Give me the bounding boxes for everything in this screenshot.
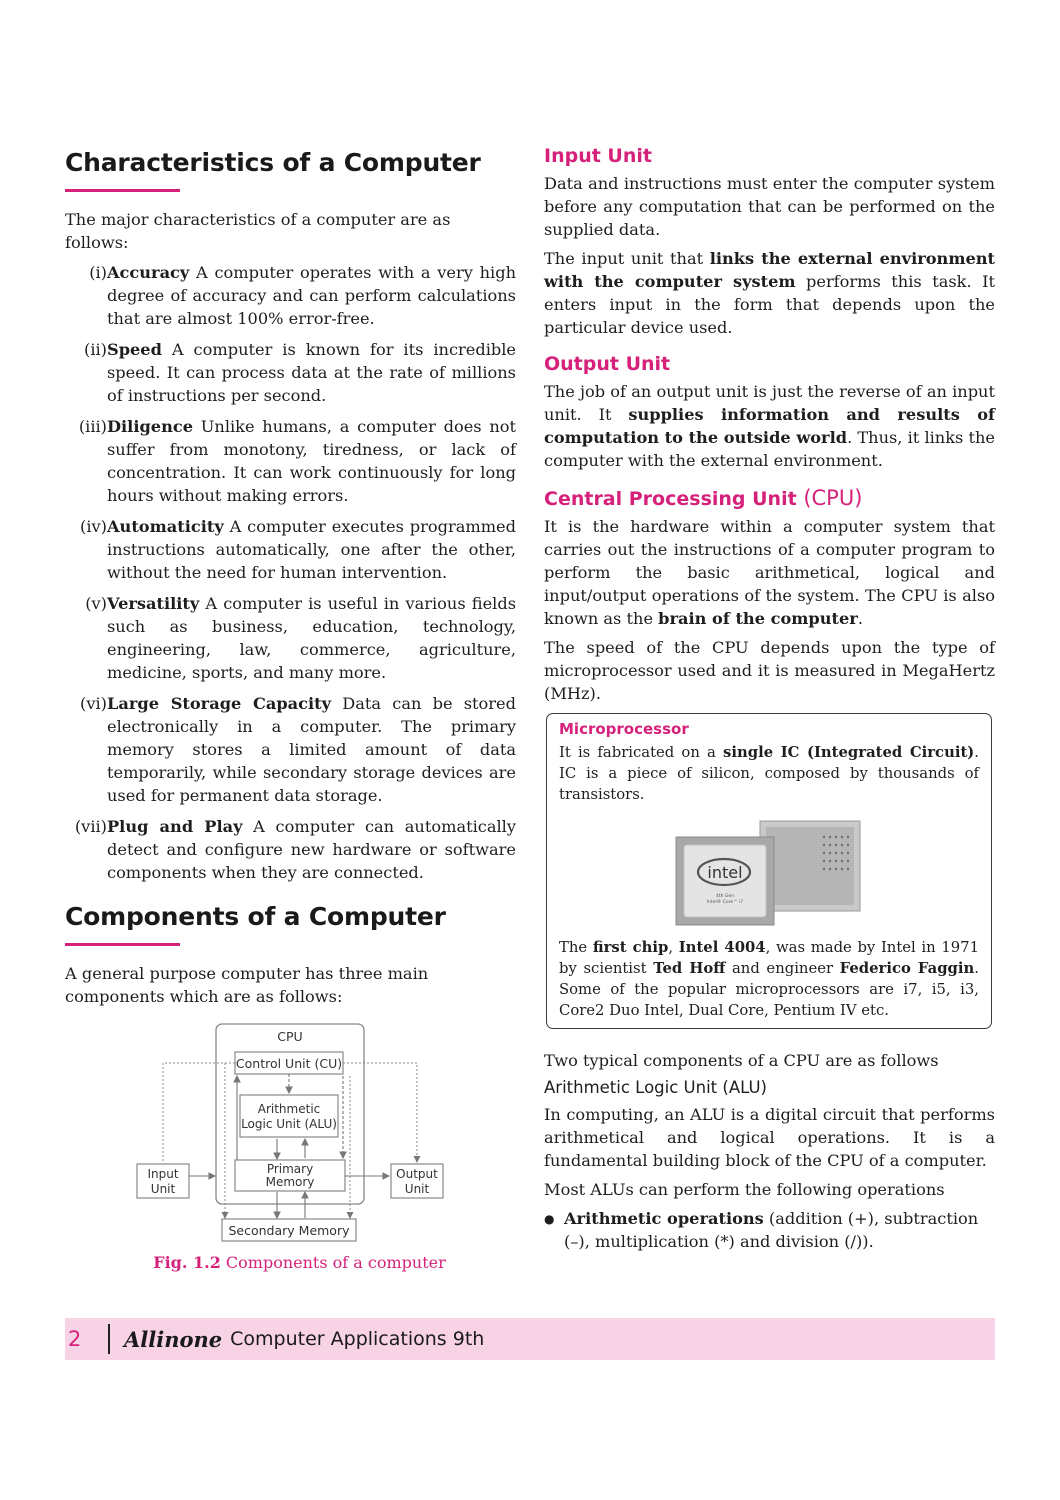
figure-caption xyxy=(65,1253,516,1272)
components-diagram-svg xyxy=(65,1022,516,1247)
item-term: Accuracy xyxy=(107,263,190,282)
alu-label-2: Logic Unit (ALU) xyxy=(241,1117,337,1131)
alu-p2: Most ALUs can perform the following operations xyxy=(544,1180,945,1199)
list-number: (i) xyxy=(89,263,107,282)
input-unit-p2 xyxy=(544,247,995,339)
bold-run: single IC (Integrated Circuit) xyxy=(723,744,975,761)
text-run: . IC is a piece of silicon, composed by thousands of transistors. xyxy=(559,744,979,803)
list-item xyxy=(65,515,516,584)
right-column xyxy=(544,145,995,1253)
characteristics-intro: The major characteristics of a computer are as follows: xyxy=(65,210,451,252)
text-run: The xyxy=(559,939,593,956)
output-unit-section xyxy=(544,353,995,472)
cpu-p2: The speed of the CPU depends upon the type of microprocessor used and it is measured in MegaHertz (MHz). xyxy=(544,638,995,703)
item-text: A computer is known for its incredible speed. It can process data at the rate of millions of instructions per second. xyxy=(107,340,516,405)
primary-memory-label-2: Memory xyxy=(265,1175,315,1189)
bold-run: brain of the computer xyxy=(658,609,858,628)
item-text: A computer is useful in various fields such as business, education, technology, engineering, law, commerce, agriculture, medicine, sports, and many more. xyxy=(107,594,516,682)
chip-sub-2: Intel® Core™ i7 xyxy=(706,900,744,905)
cpu-section xyxy=(544,486,995,705)
cpu-heading-paren: (CPU) xyxy=(803,486,863,510)
left-column xyxy=(65,140,516,1272)
text-run: . Thus, it links the computer with the external environment. xyxy=(544,428,995,470)
list-item xyxy=(544,1207,995,1253)
footer-divider xyxy=(108,1324,110,1354)
components-diagram xyxy=(65,1022,516,1272)
text-run: . xyxy=(857,609,863,628)
text-run: , xyxy=(668,939,679,956)
chip-brand: intel xyxy=(707,863,743,882)
figure-text: Components of a computer xyxy=(225,1253,446,1272)
bold-run: supplies information and results of computation to the outside world xyxy=(544,405,995,447)
item-term: Diligence xyxy=(107,417,194,436)
item-text: A computer operates with a very high degree of accuracy and can perform calculations that are almost 100% error-free. xyxy=(107,263,516,328)
item-term: Large Storage Capacity xyxy=(107,694,332,713)
heading-underline xyxy=(65,943,180,946)
input-unit-label-2: Unit xyxy=(150,1182,176,1196)
list-number: (vi) xyxy=(80,694,107,713)
book-title: Computer Applications 9th xyxy=(230,1328,485,1350)
bold-run: Arithmetic operations xyxy=(564,1209,764,1228)
cpu-components-section xyxy=(544,1049,995,1253)
bold-run: Ted Hoff xyxy=(653,960,726,977)
characteristics-list xyxy=(65,261,516,884)
input-unit-section xyxy=(544,145,995,339)
cpu-label: CPU xyxy=(277,1029,303,1044)
heading-underline xyxy=(65,189,180,192)
list-number: (vii) xyxy=(74,817,107,836)
list-number: (ii) xyxy=(84,340,107,359)
bullet-icon: ● xyxy=(544,1212,555,1226)
alu-p1: In computing, an ALU is a digital circuit that performs arithmetical and logical operations. It is a fundamental building block of the CPU of a computer. xyxy=(544,1105,995,1170)
item-text: Data can be stored electronically in a computer. The primary memory stores a limited amount of data temporarily, while secondary storage devices are used for permanent data storage. xyxy=(107,694,516,805)
item-text: A computer executes programmed instructions automatically, one after the other, without the need for human intervention. xyxy=(107,517,516,582)
list-item xyxy=(65,692,516,807)
bold-run: links the external environment with the computer system xyxy=(544,249,996,291)
primary-memory-label-1: Primary xyxy=(266,1162,314,1176)
output-unit-label-1: Output xyxy=(396,1167,438,1181)
output-unit-p xyxy=(544,380,995,472)
item-term: Versatility xyxy=(107,594,200,613)
input-unit-p1: Data and instructions must enter the computer system before any computation that can be performed on the supplied data. xyxy=(544,174,995,239)
chip-sub-1: 4th Gen xyxy=(715,894,735,899)
bold-run: Federico Faggin xyxy=(839,960,975,977)
text-run: and engineer xyxy=(725,960,840,977)
output-unit-label-2: Unit xyxy=(404,1182,430,1196)
list-item xyxy=(65,415,516,507)
list-item xyxy=(65,338,516,407)
components-heading: Components of a Computer xyxy=(65,902,446,931)
text-run: The input unit that xyxy=(544,249,710,268)
list-number: (iii) xyxy=(78,417,107,436)
input-unit-heading: Input Unit xyxy=(544,145,652,167)
microprocessor-title: Microprocessor xyxy=(559,720,689,738)
components-intro: A general purpose computer has three main components which are as follows: xyxy=(65,964,429,1006)
characteristics-heading: Characteristics of a Computer xyxy=(65,148,481,177)
microprocessor-p2 xyxy=(559,937,979,1021)
page-number: 2 xyxy=(68,1327,82,1351)
list-item xyxy=(65,261,516,330)
list-number: (v) xyxy=(85,594,107,613)
figure-label: Fig. 1.2 xyxy=(153,1253,221,1272)
item-term: Speed xyxy=(107,340,162,359)
text-run: It is the hardware within a computer system that carries out the instructions of a computer program to perform the basic arithmetical, logical and input/output operations of the system. The CPU is also known as the xyxy=(544,517,995,628)
input-unit-label-1: Input xyxy=(147,1167,179,1181)
microprocessor-box xyxy=(546,713,992,1029)
cpu-heading-text: Central Processing Unit xyxy=(544,488,797,510)
chip-icon xyxy=(674,817,864,927)
bold-run: first chip xyxy=(592,939,669,956)
list-item xyxy=(65,815,516,884)
diagram-control-lines xyxy=(163,1063,417,1218)
cpu-p1 xyxy=(544,515,995,630)
brand-logo: Allinone xyxy=(124,1326,223,1352)
text-run: It is fabricated on a xyxy=(559,744,724,761)
page-footer xyxy=(65,1318,995,1360)
cpu-heading xyxy=(544,486,995,510)
microprocessor-p1 xyxy=(559,742,979,805)
cpu-components-intro: Two typical components of a CPU are as follows xyxy=(544,1051,939,1070)
text-run: . Some of the popular microprocessors are i7, i5, i3, Core2 Duo Intel, Dual Core, Pentium IV etc. xyxy=(559,960,979,1019)
output-unit-heading: Output Unit xyxy=(544,353,671,375)
bold-run: Intel 4004 xyxy=(678,939,766,956)
item-text: A computer can automatically detect and configure new hardware or software components when they are connected. xyxy=(107,817,516,882)
alu-heading: Arithmetic Logic Unit (ALU) xyxy=(544,1078,767,1097)
control-unit-label: Control Unit (CU) xyxy=(235,1056,343,1071)
intel-chip-image xyxy=(559,817,979,927)
alu-label-1: Arithmetic xyxy=(257,1102,321,1116)
item-text: Unlike humans, a computer does not suffer from monotony, tiredness, or lack of concentration. It can work continuously for long hours without making errors. xyxy=(107,417,516,505)
list-number: (iv) xyxy=(80,517,107,536)
text-run: The job of an output unit is just the reverse of an input unit. It xyxy=(544,382,995,424)
text-run: , was made by Intel in 1971 by scientist xyxy=(559,939,979,977)
text-run: performs this task. It enters input in the form that depends upon the particular device used. xyxy=(544,272,995,337)
text-run: (addition (+), subtraction (–), multiplication (*) and division (/)). xyxy=(564,1209,979,1251)
item-term: Plug and Play xyxy=(107,817,243,836)
secondary-memory-label: Secondary Memory xyxy=(228,1223,350,1238)
item-term: Automaticity xyxy=(107,517,224,536)
list-item xyxy=(65,592,516,684)
